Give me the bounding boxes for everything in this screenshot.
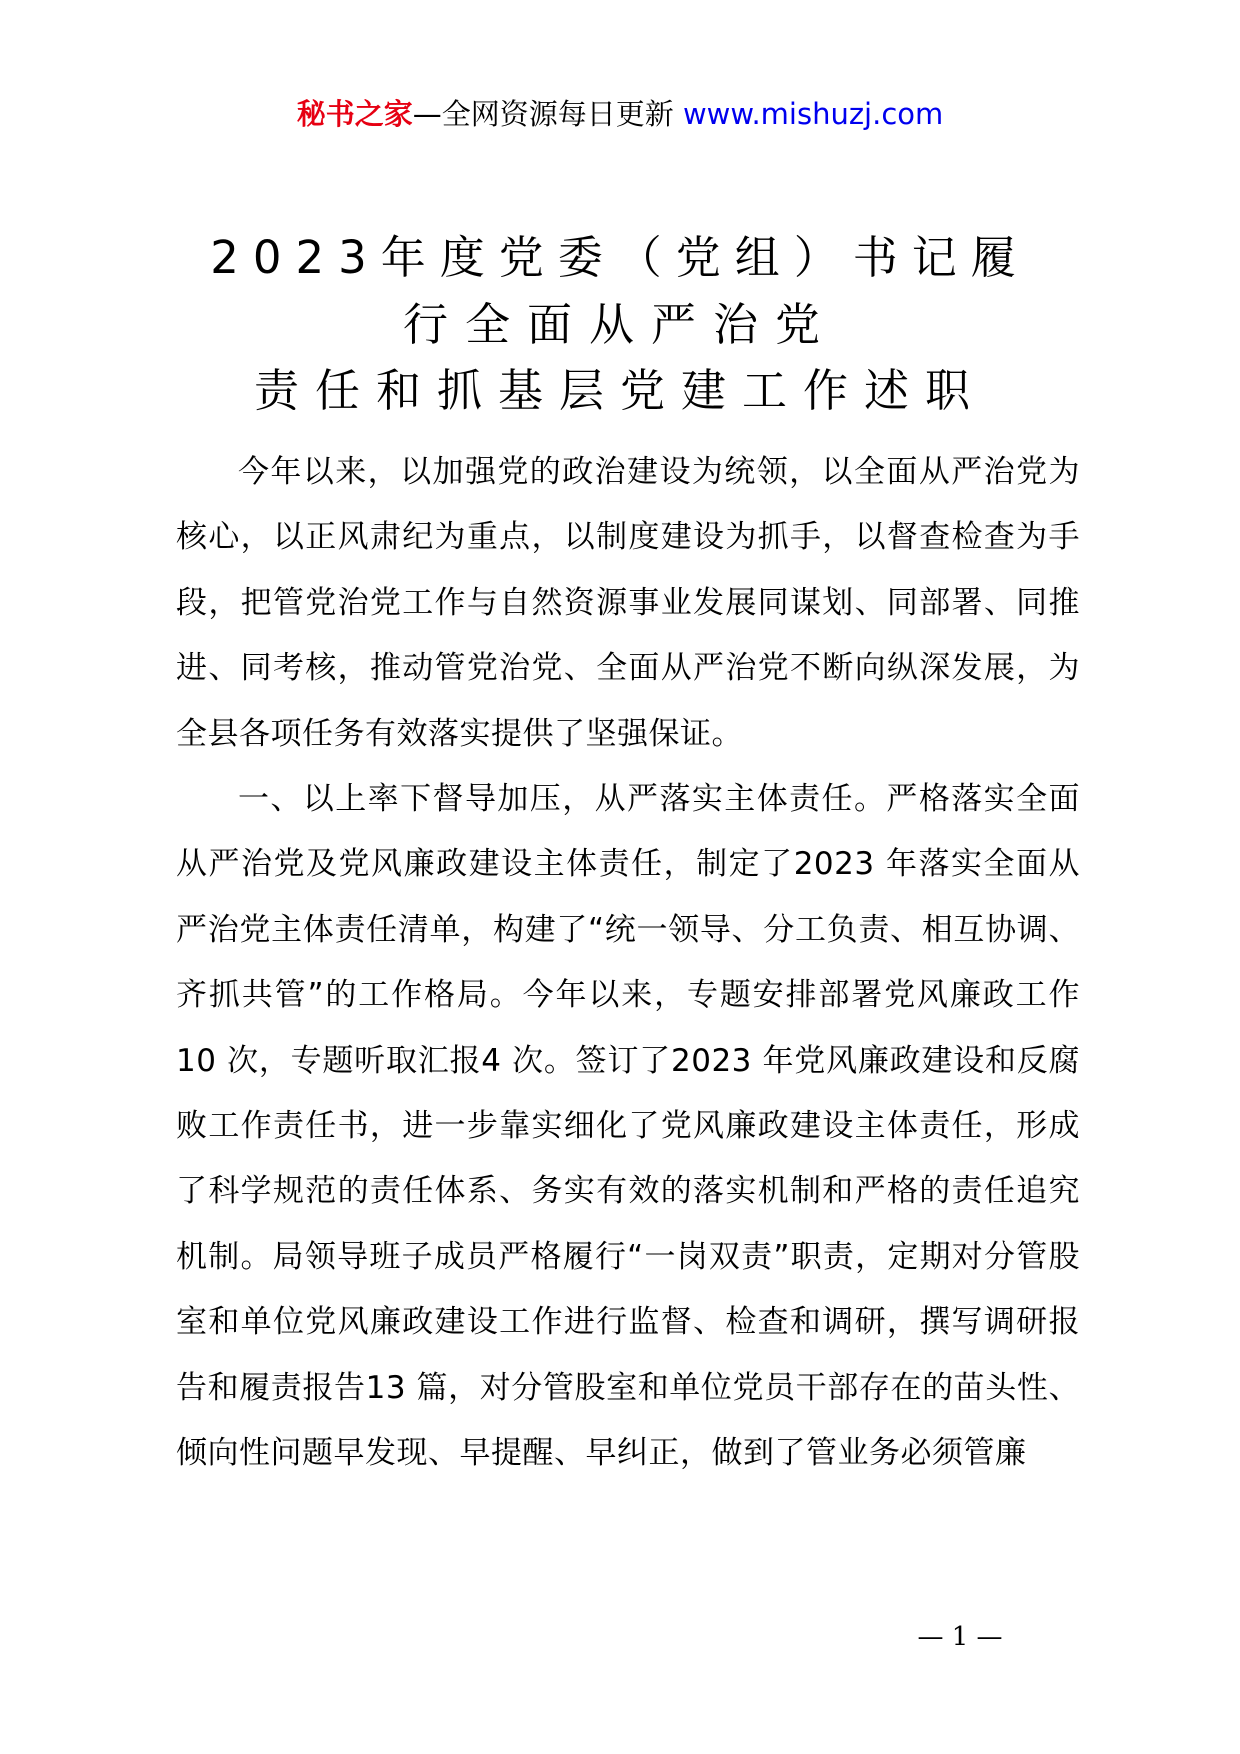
document-title-line-2: 行全面从严治党 <box>402 298 837 351</box>
site-tagline: —全网资源每日更新 <box>412 97 674 131</box>
document-title-line-3: 责任和抓基层党建工作述职 <box>253 364 986 417</box>
document-body <box>176 440 1080 1487</box>
body-paragraph-section-1: 一、以上率下督导加压，从严落实主体责任。严格落实全面从严治党及党风廉政建设主体责任，制定了2023 年落实全面从严治党主体责任清单，构建了“统一领导、分工负责、相互协调、齐抓共管”的工作格局。今年以来，专题安排部署党风廉政工作10 次，专题听取汇报4 次。签订了2023 年党风廉政建设和反腐败工作责任书，进一步靠实细化了党风廉政建设主体责任，形成了科学规范的责任体系、务实有效的落实机制和严格的责任追究机制。局领导班子成员严格履行“一岗双责”职责，定期对分管股室和单位党风廉政建设工作进行监督、检查和调研，撰写调研报告和履责报告13 篇，对分管股室和单位党员干部存在的苗头性、倾向性问题早发现、早提醒、早纠正，做到了管业务必须管廉 <box>176 781 1080 1472</box>
page-number: — 1 — <box>917 1622 1003 1652</box>
site-header <box>0 96 1240 132</box>
document-title-line-1: 2023年度党委（党组）书记履 <box>210 231 1030 284</box>
site-url-link[interactable]: www.mishuzj.com <box>682 97 944 131</box>
site-brand: 秘书之家 <box>296 97 413 131</box>
body-paragraph-intro: 今年以来，以加强党的政治建设为统领，以全面从严治党为核心，以正风肃纪为重点，以制度建设为抓手，以督查检查为手段，把管党治党工作与自然资源事业发展同谋划、同部署、同推进、同考核，推动管党治党、全面从严治党不断向纵深发展，为全县各项任务有效落实提供了坚强保证。 <box>176 454 1080 752</box>
